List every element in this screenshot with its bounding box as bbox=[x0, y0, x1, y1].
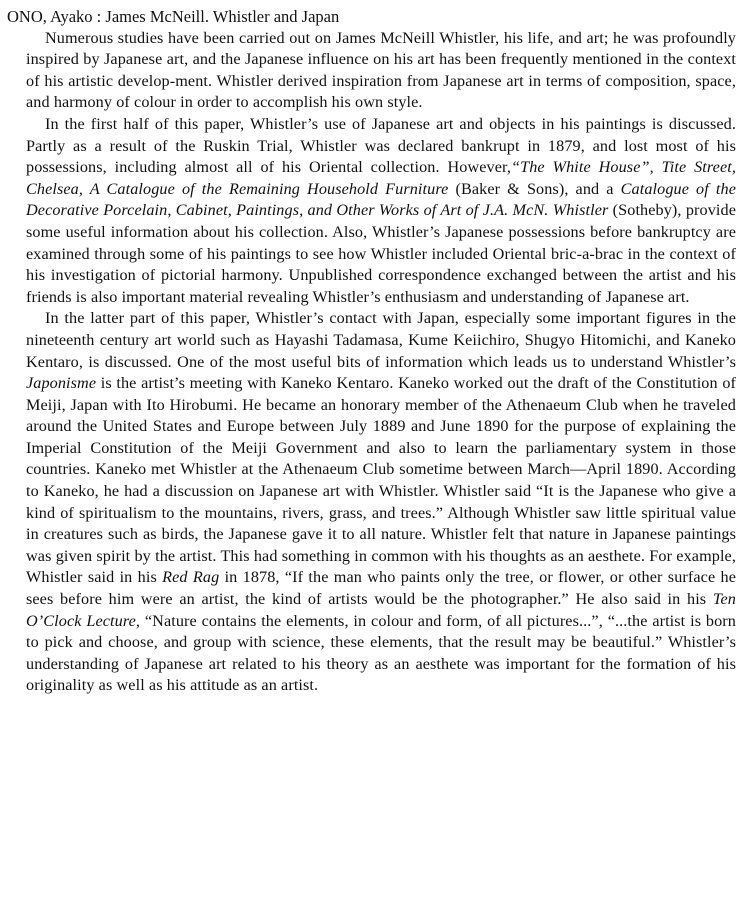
article-heading: ONO, Ayako : James McNeill. Whistler and Japan bbox=[7, 7, 340, 26]
italic-title-run: “The White House”, Tite Street, Chelsea, A Catalogue of the Remaining Household Furniture bbox=[26, 158, 736, 198]
article-body bbox=[26, 28, 736, 697]
paragraph-3 bbox=[26, 308, 736, 697]
italic-title-run: Red Rag bbox=[162, 568, 220, 587]
text-run: in 1878, “If the man who paints only the tree, or flower, or other surface he sees before him were an artist, the kind of artists would be the photographer.” He also said in his bbox=[26, 568, 736, 609]
italic-title-run: Japonisme bbox=[26, 374, 97, 393]
text-run: (Sotheby), provide some useful information about his collection. Also, Whistler’s Japanese possessions before bankruptcy are examined through some of his paintings to see how Whistler included Oriental bric-a-brac in the context of his investigation of pictorial harmony. Unpublished correspondence exchanged between the artist and his friends is also important material revealing Whistler’s enthusiasm and understanding of Japanese art. bbox=[26, 201, 736, 306]
text-run: Numerous studies have been carried out on James McNeill Whistler, his life, and art; he was profoundly inspired by Japanese art, and the Japanese influence on his art has been frequently mentioned in the context of his artistic develop-ment. Whistler derived inspiration from Japanese art in terms of composition, space, and harmony of colour in order to accomplish his own style. bbox=[26, 28, 736, 112]
text-run: , “Nature contains the elements, in colour and form, of all pictures...”, “...the artist is born to pick and choose, and group with science, these elements, that the result may be beautiful.” Whistler’s understanding of Japanese art related to his theory as an aesthete was important for the formation of his originality as well as his attitude as an artist. bbox=[26, 611, 736, 695]
text-run: In the first half of this paper, Whistler’s use of Japanese art and objects in his paintings is discussed. Partly as a result of the Ruskin Trial, Whistler was declared bankrupt in 1879, and lost most of his possessions, including almost all of his Oriental collection. However, bbox=[26, 114, 736, 177]
paragraph-2 bbox=[26, 114, 736, 308]
text-run: (Baker & Sons), and a bbox=[448, 179, 621, 198]
text-run: is the artist’s meeting with Kaneko Kentaro. Kaneko worked out the draft of the Constitution of Meiji, Japan with Ito Hirobumi. He became an honorary member of the Athenaeum Club when he traveled around the United States and Europe between July 1889 and June 1890 for the purpose of explaining the Imperial Constitution of the Meiji Government and also to learn the parliamentary system in those countries. Kaneko met Whistler at the Athenaeum Club sometime between March—April 1890. According to Kaneko, he had a discussion on Japanese art with Whistler. Whistler said “It is the Japanese who give a kind of spiritualism to the mountains, rivers, grass, and trees.” Although Whistler saw little spiritual value in creatures such as birds, the Japanese gave it to all nature. Whistler felt that nature in Japanese paintings was given spirit by the artist. This had something in common with his thoughts as an aesthete. For example, Whistler said in his bbox=[26, 374, 736, 587]
text-run: In the latter part of this paper, Whistler’s contact with Japan, especially some important figures in the nineteenth century art world such as Hayashi Tadamasa, Kume Keiichiro, Shugyo Hitomichi, and Kaneko Kentaro, is discussed. One of the most useful bits of information which leads us to understand Whistler’s bbox=[26, 309, 736, 371]
italic-title-run: Catalogue of the Decorative Porcelain, Cabinet, Paintings, and Other Works of Art of J.A. McN. Whistler bbox=[26, 179, 736, 220]
paragraph-1 bbox=[26, 28, 736, 114]
italic-title-run: Ten O’Clock Lecture bbox=[26, 590, 736, 630]
